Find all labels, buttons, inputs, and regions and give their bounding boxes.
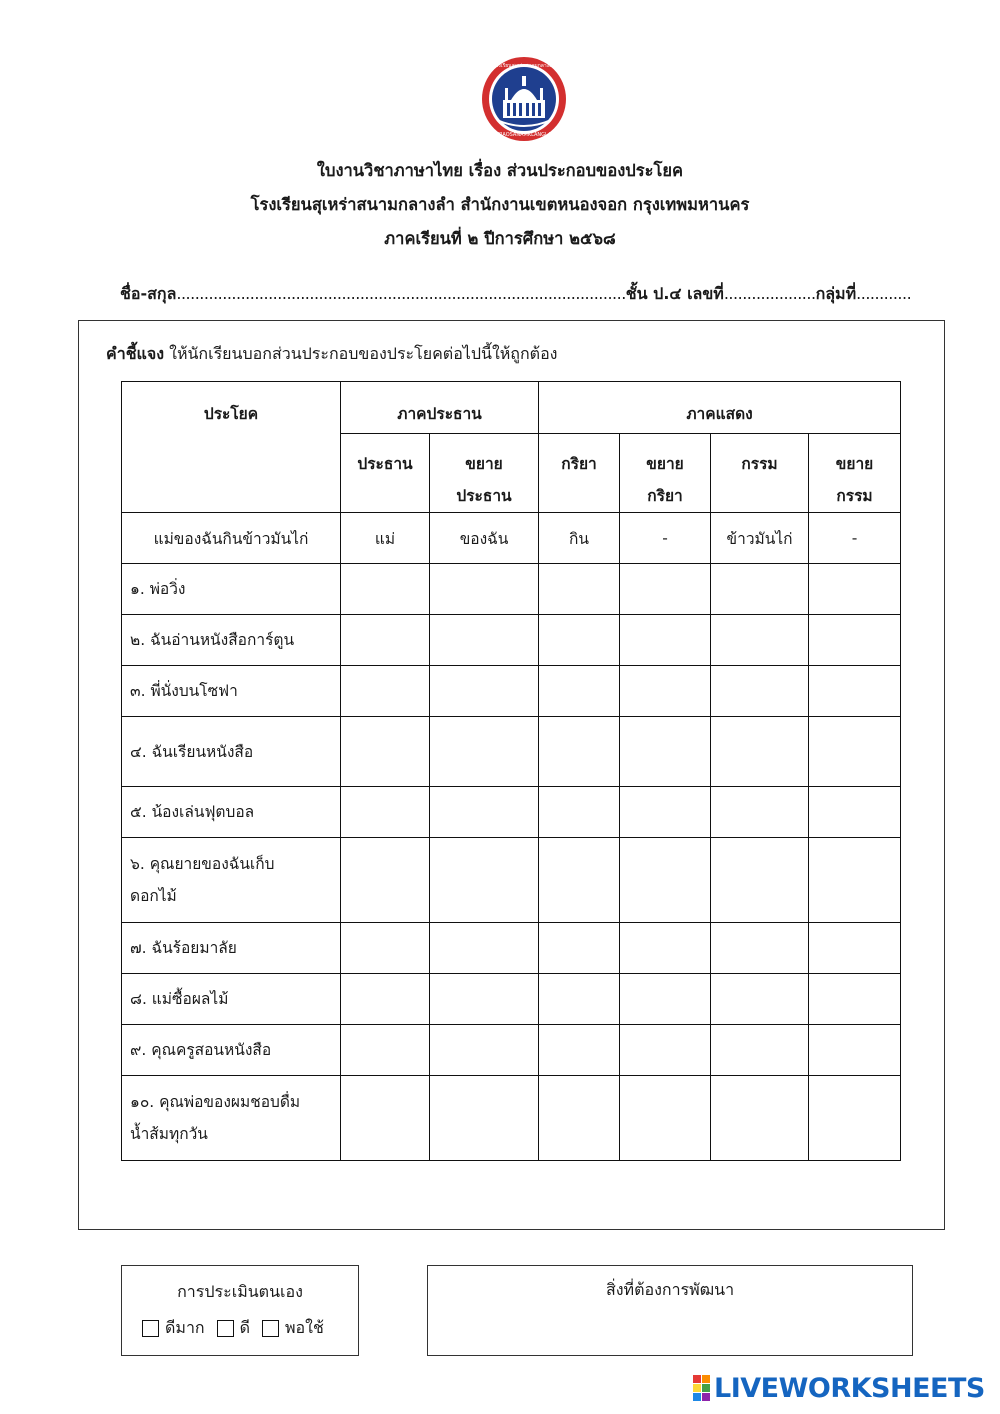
answer-cell[interactable]: [341, 974, 430, 1025]
answer-cell[interactable]: [430, 787, 539, 838]
answer-cell[interactable]: [539, 564, 620, 615]
instruction-label: คำชี้แจง: [106, 344, 165, 363]
answer-cell[interactable]: [809, 615, 901, 666]
answer-cell[interactable]: [809, 1025, 901, 1076]
liveworksheets-brand: [693, 1372, 985, 1404]
row-sentence-line1: ๘. แม่ซื้อผลไม้: [130, 990, 229, 1008]
row-sentence-line2: น้ำส้มทุกวัน: [130, 1125, 208, 1143]
logo-tile: [702, 1393, 710, 1401]
row-sentence-line1: ๑. พ่อวิ่ง: [130, 580, 186, 598]
answer-cell[interactable]: [430, 974, 539, 1025]
answer-cell[interactable]: [341, 564, 430, 615]
row-sentence-line1: ๖. คุณยายของฉันเก็บ: [130, 855, 275, 873]
answer-cell[interactable]: [539, 787, 620, 838]
answer-cell[interactable]: [809, 666, 901, 717]
row-sentence: [122, 666, 341, 717]
class-number-label: ชั้น ป.๔ เลขที่: [625, 284, 724, 303]
col-subject-mod-header: [430, 434, 539, 513]
answer-cell[interactable]: [341, 1076, 430, 1161]
answer-cell[interactable]: [809, 564, 901, 615]
improvement-box[interactable]: [427, 1265, 913, 1356]
group-label: กลุ่มที่: [815, 284, 857, 303]
example-verb-mod: -: [620, 513, 711, 564]
seal-bottom-text: SURAOSANAMKLANGLAM: [492, 132, 556, 138]
row-sentence: [122, 717, 341, 787]
example-verb: กิน: [539, 513, 620, 564]
answer-cell[interactable]: [430, 564, 539, 615]
checkbox-good[interactable]: [217, 1320, 234, 1337]
answer-cell[interactable]: [711, 923, 809, 974]
school-name: โรงเรียนสุเหร่าสนามกลางลำ สำนักงานเขตหนองจอก กรุงเทพมหานคร: [250, 195, 750, 214]
table-row: [122, 1025, 901, 1076]
table-row: [122, 923, 901, 974]
row-sentence-line2: ดอกไม้: [130, 887, 177, 905]
row-sentence: [122, 974, 341, 1025]
answer-cell[interactable]: [711, 564, 809, 615]
answer-cell[interactable]: [711, 1076, 809, 1161]
answer-cell[interactable]: [341, 1025, 430, 1076]
answer-cell[interactable]: [430, 838, 539, 923]
answer-cell[interactable]: [809, 1076, 901, 1161]
col-object-mod-line1: ขยาย: [835, 455, 874, 473]
answer-cell[interactable]: [711, 1025, 809, 1076]
col-object-mod-header: [809, 434, 901, 513]
table-row: [122, 717, 901, 787]
answer-cell[interactable]: [341, 923, 430, 974]
answer-cell[interactable]: [711, 717, 809, 787]
logo-tile: [693, 1375, 701, 1383]
row-sentence: [122, 787, 341, 838]
col-subject-mod-line1: ขยาย: [465, 455, 503, 473]
worksheet-title: ใบงานวิชาภาษาไทย เรื่อง ส่วนประกอบของประโยค: [316, 161, 684, 180]
answer-cell[interactable]: [620, 787, 711, 838]
col-sentence-header: ประโยค: [122, 382, 341, 513]
example-subject: แม่: [341, 513, 430, 564]
row-sentence-line1: ๓. พี่นั่งบนโซฟา: [130, 682, 238, 700]
semester-line: ภาคเรียนที่ ๒ ปีการศึกษา ๒๕๖๘: [384, 229, 616, 248]
logo-tile: [702, 1375, 710, 1383]
table-row: [122, 974, 901, 1025]
answer-cell[interactable]: [809, 974, 901, 1025]
logo-tile: [702, 1384, 710, 1392]
answer-cell[interactable]: [539, 666, 620, 717]
answer-cell[interactable]: [539, 717, 620, 787]
answer-cell[interactable]: [620, 717, 711, 787]
answer-cell[interactable]: [430, 615, 539, 666]
col-verb-mod-line2: กริยา: [647, 487, 683, 505]
option-fair-label: พอใช้: [285, 1318, 324, 1337]
row-sentence-line1: ๒. ฉันอ่านหนังสือการ์ตูน: [130, 631, 295, 649]
name-label: ชื่อ-สกุล: [120, 284, 177, 303]
answer-cell[interactable]: [539, 1025, 620, 1076]
row-sentence: [122, 838, 341, 923]
example-object-mod: -: [809, 513, 901, 564]
self-evaluation-box: [121, 1265, 359, 1356]
example-subject-mod: ของฉัน: [430, 513, 539, 564]
name-field[interactable]: ..................................................................................................: [176, 284, 626, 303]
answer-cell[interactable]: [620, 666, 711, 717]
improvement-title: สิ่งที่ต้องการพัฒนา: [605, 1280, 735, 1299]
example-row: [122, 513, 901, 564]
answer-cell[interactable]: [539, 838, 620, 923]
option-excellent[interactable]: [142, 1316, 205, 1341]
answer-cell[interactable]: [430, 666, 539, 717]
answer-cell[interactable]: [711, 615, 809, 666]
answer-cell[interactable]: [341, 787, 430, 838]
answer-cell[interactable]: [430, 1025, 539, 1076]
row-sentence-line1: ๙. คุณครูสอนหนังสือ: [130, 1041, 272, 1059]
student-info-line: [120, 282, 920, 307]
self-evaluation-title: การประเมินตนเอง: [177, 1282, 303, 1301]
instruction: [106, 342, 558, 367]
row-sentence: [122, 923, 341, 974]
answer-cell[interactable]: [711, 666, 809, 717]
col-subject-header: ประธาน: [341, 434, 430, 513]
predicate-group-header: ภาคแสดง: [539, 382, 901, 434]
answer-cell[interactable]: [430, 717, 539, 787]
table-row: [122, 1076, 901, 1161]
example-sentence: แม่ของฉันกินข้าวมันไก่: [122, 513, 341, 564]
answer-cell[interactable]: [620, 564, 711, 615]
sentence-parts-table: [121, 381, 901, 1161]
answer-cell[interactable]: [341, 838, 430, 923]
answer-cell[interactable]: [539, 923, 620, 974]
answer-cell[interactable]: [711, 838, 809, 923]
option-good-label: ดี: [239, 1318, 250, 1337]
instruction-text: ให้นักเรียนบอกส่วนประกอบของประโยคต่อไปนี้ให้ถูกต้อง: [164, 344, 558, 363]
row-sentence-line1: ๑๐. คุณพ่อของผมชอบดื่ม: [130, 1093, 301, 1111]
answer-cell[interactable]: [539, 615, 620, 666]
group-field[interactable]: ............: [856, 284, 912, 303]
col-object-mod-line2: กรรม: [836, 487, 873, 505]
seal-arc-text: โรงเรียนสุเหร่าสนามกลางลำ: [493, 63, 555, 69]
answer-cell[interactable]: [430, 1076, 539, 1161]
answer-cell[interactable]: [620, 1076, 711, 1161]
answer-cell[interactable]: [711, 974, 809, 1025]
answer-cell[interactable]: [341, 666, 430, 717]
table-row: [122, 838, 901, 923]
row-sentence-line1: ๕. น้องเล่นฟุตบอล: [130, 803, 255, 821]
table-row: [122, 615, 901, 666]
col-subject-mod-line2: ประธาน: [456, 487, 512, 505]
col-verb-mod-line1: ขยาย: [646, 455, 684, 473]
self-evaluation-options: [142, 1316, 336, 1341]
col-verb-mod-header: [620, 434, 711, 513]
option-fair[interactable]: [262, 1316, 324, 1341]
answer-cell[interactable]: [809, 717, 901, 787]
answer-cell[interactable]: [711, 787, 809, 838]
row-sentence: [122, 564, 341, 615]
answer-cell[interactable]: [341, 615, 430, 666]
table-row: [122, 666, 901, 717]
example-object: ข้าวมันไก่: [711, 513, 809, 564]
number-field[interactable]: ....................: [723, 284, 816, 303]
answer-cell[interactable]: [809, 787, 901, 838]
answer-cell[interactable]: [620, 1025, 711, 1076]
row-sentence: [122, 1025, 341, 1076]
answer-cell[interactable]: [620, 615, 711, 666]
liveworksheets-wordmark: LIVEWORKSHEETS: [714, 1372, 985, 1404]
checkbox-excellent[interactable]: [142, 1320, 159, 1337]
row-sentence-line1: ๗. ฉันร้อยมาลัย: [130, 939, 237, 957]
option-excellent-label: ดีมาก: [165, 1318, 205, 1337]
table-row: [122, 787, 901, 838]
answer-cell[interactable]: [620, 838, 711, 923]
answer-cell[interactable]: [809, 923, 901, 974]
answer-cell[interactable]: [341, 717, 430, 787]
school-seal-logo: [481, 56, 567, 142]
answer-cell[interactable]: [620, 923, 711, 974]
subject-group-header: ภาคประธาน: [341, 382, 539, 434]
logo-tile: [693, 1384, 701, 1392]
liveworksheets-logo-icon: [693, 1375, 710, 1401]
checkbox-fair[interactable]: [262, 1320, 279, 1337]
answer-cell[interactable]: [620, 974, 711, 1025]
answer-cell[interactable]: [539, 974, 620, 1025]
option-good[interactable]: [217, 1316, 250, 1341]
table-row: [122, 564, 901, 615]
col-object-header: กรรม: [711, 434, 809, 513]
row-sentence-line1: ๔. ฉันเรียนหนังสือ: [130, 742, 254, 761]
answer-cell[interactable]: [430, 923, 539, 974]
logo-tile: [693, 1393, 701, 1401]
col-verb-header: กริยา: [539, 434, 620, 513]
row-sentence: [122, 615, 341, 666]
answer-cell[interactable]: [809, 838, 901, 923]
row-sentence: [122, 1076, 341, 1161]
answer-cell[interactable]: [539, 1076, 620, 1161]
